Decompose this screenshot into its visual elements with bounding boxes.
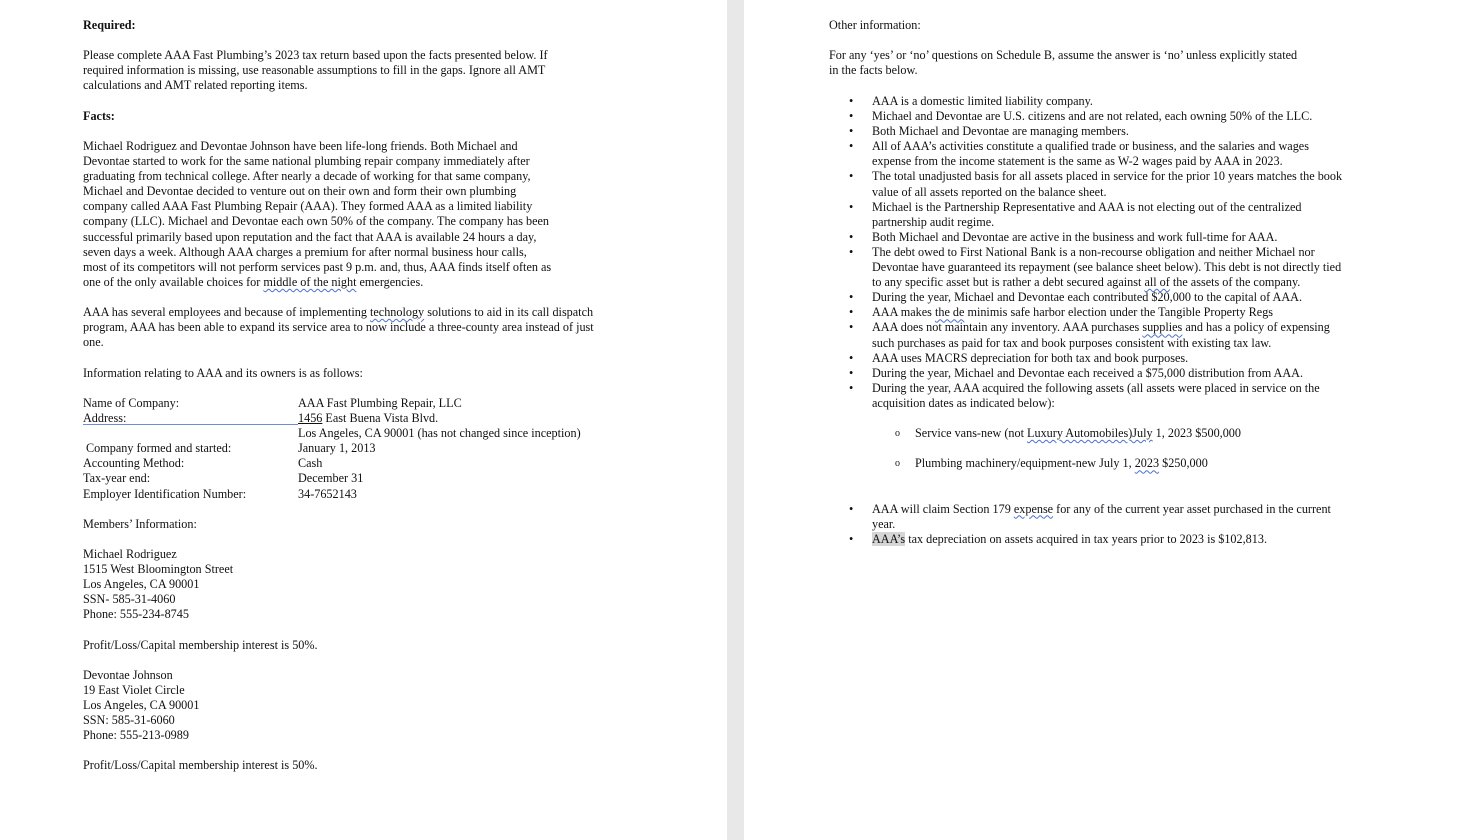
member-michael-interest: Profit/Loss/Capital membership interest is 50%. xyxy=(83,638,318,652)
spellcheck-flag: middle of the night xyxy=(263,274,357,289)
ein-row: Employer Identification Number: 34-7652143 xyxy=(83,486,357,501)
schedule-b-note: For any ‘yes’ or ‘no’ questions on Schedule B, assume the answer is ‘no’ unless explicitly stated in the facts below. xyxy=(829,48,1298,78)
spellcheck-flag: supplies xyxy=(1142,320,1183,335)
member-devontae-interest: Profit/Loss/Capital membership interest is 50%. xyxy=(83,758,318,772)
spellcheck-flag: expense xyxy=(1013,501,1054,516)
asset-item: o Plumbing machinery/equipment-new July 1, 2023 $250,000 xyxy=(872,456,1365,471)
list-item: • AAA uses MACRS depreciation for both tax and book purposes. xyxy=(845,351,1365,366)
address-city-row: Los Angeles, CA 90001 (has not changed since inception) xyxy=(298,426,581,441)
spellcheck-flag: 2023 xyxy=(1134,456,1160,471)
asset-sublist xyxy=(872,411,1365,486)
accounting-method-row: Accounting Method: Cash xyxy=(83,456,323,471)
selected-text: AAA’s xyxy=(872,531,906,546)
list-item: • During the year, Michael and Devontae each contributed $20,000 to the capital of AAA. xyxy=(845,290,1365,305)
list-item: • Michael is the Partnership Representative and AAA is not electing out of the centralized partnership audit regime. xyxy=(845,200,1365,230)
spellcheck-flag: the de xyxy=(934,305,965,320)
list-item: • AAA will claim Section 179 expense for any of the current year asset purchased in the current year. xyxy=(845,502,1365,532)
list-item: • AAA does not maintain any inventory. AAA purchases supplies and has a policy of expensing such purchases as paid for tax and book purposes consistent with existing tax law. xyxy=(845,320,1365,350)
members-heading: Members’ Information: xyxy=(83,517,197,531)
list-item: • AAA is a domestic limited liability company. xyxy=(845,94,1365,109)
list-item: • AAA’s tax depreciation on assets acquired in tax years prior to 2023 is $102,813. xyxy=(845,532,1365,547)
document-page-left xyxy=(0,0,727,840)
member-devontae: Devontae Johnson 19 East Violet Circle Los Angeles, CA 90001 SSN: 585-31-6060 Phone: 555-213-0989 xyxy=(83,668,200,743)
company-info-table xyxy=(83,396,581,502)
company-name-row: Name of Company: AAA Fast Plumbing Repair, LLC xyxy=(83,396,462,410)
story-paragraph-2: AAA has several employees and because of implementing technology solutions to aid in its call dispatch program, AAA has been able to expand its service area to now include a three-county area instead of just one. xyxy=(83,305,594,350)
list-item: • AAA makes the de minimis safe harbor election under the Tangible Property Regs xyxy=(845,305,1365,320)
spellcheck-flag: Luxury Automobiles)July xyxy=(1027,426,1153,441)
other-info-heading: Other information: xyxy=(829,18,921,32)
list-item: • Both Michael and Devontae are active in the business and work full-time for AAA. xyxy=(845,230,1365,245)
page-gutter xyxy=(727,0,744,840)
list-item: • During the year, AAA acquired the following assets (all assets were placed in service on the acquisition dates as indicated below): o Service vans-new (not Luxury Automobiles)July 1, 2023 $500,000 o Plumbing machinery/equipment-new July 1, 2023 $250,000 xyxy=(845,381,1365,502)
story-paragraph-1: Michael Rodriguez and Devontae Johnson have been life-long friends. Both Michael and Devontae started to work for the same national plumbing repair company immediately after graduating from technical college. After nearly a decade of working for that same company, Michael and Devontae decided to venture out on their own and form their own plumbing company called AAA Fast Plumbing Repair (AAA). They formed AAA as a limited liability company (LLC). Michael and Devontae each own 50% of the company. The company has been successful primarily based upon reputation and the fact that AAA is available 24 hours a day, seven days a week. Although AAA charges a premium for after normal business hour calls, most of its competitors will not perform services past 9 p.m. and, thus, AAA finds itself often as one of the only available choices for middle of the night emergencies. xyxy=(83,139,552,289)
spellcheck-flag: all of xyxy=(1144,275,1170,290)
facts-heading: Facts: xyxy=(83,109,115,123)
info-intro: Information relating to AAA and its owners is as follows: xyxy=(83,366,363,380)
list-item: • The debt owed to First National Bank is a non-recourse obligation and neither Michael nor Devontae have guaranteed its repayment (see balance sheet below). This debt is not directly tied to any specific asset but is rather a debt secured against all of the assets of the company. xyxy=(845,245,1365,290)
tax-year-end-row: Tax-year end: December 31 xyxy=(83,471,364,486)
list-item: • Both Michael and Devontae are managing members. xyxy=(845,124,1365,139)
list-item: • During the year, Michael and Devontae each received a $75,000 distribution from AAA. xyxy=(845,366,1365,381)
address-row: Address: 1456 East Buena Vista Blvd. xyxy=(83,411,439,426)
list-item: • Michael and Devontae are U.S. citizens and are not related, each owning 50% of the LLC. xyxy=(845,109,1365,124)
spellcheck-flag: technology xyxy=(370,305,425,319)
member-michael: Michael Rodriguez 1515 West Bloomington Street Los Angeles, CA 90001 SSN- 585-31-4060 Phone: 555-234-8745 xyxy=(83,547,234,622)
list-item: • The total unadjusted basis for all assets placed in service for the prior 10 years matches the book value of all assets reported on the balance sheet. xyxy=(845,169,1365,199)
formed-row: Company formed and started: January 1, 2013 xyxy=(83,441,376,456)
asset-item: o Service vans-new (not Luxury Automobiles)July 1, 2023 $500,000 xyxy=(872,426,1365,441)
intro-paragraph: Please complete AAA Fast Plumbing’s 2023 tax return based upon the facts presented below. If required information is missing, use reasonable assumptions to fill in the gaps. Ignore all AMT calculations and AMT related reporting items. xyxy=(83,48,548,93)
list-item: • All of AAA’s activities constitute a qualified trade or business, and the salaries and wages expense from the income statement is the same as W-2 wages paid by AAA in 2023. xyxy=(845,139,1365,169)
facts-list xyxy=(845,94,1365,547)
required-heading: Required: xyxy=(83,18,136,32)
